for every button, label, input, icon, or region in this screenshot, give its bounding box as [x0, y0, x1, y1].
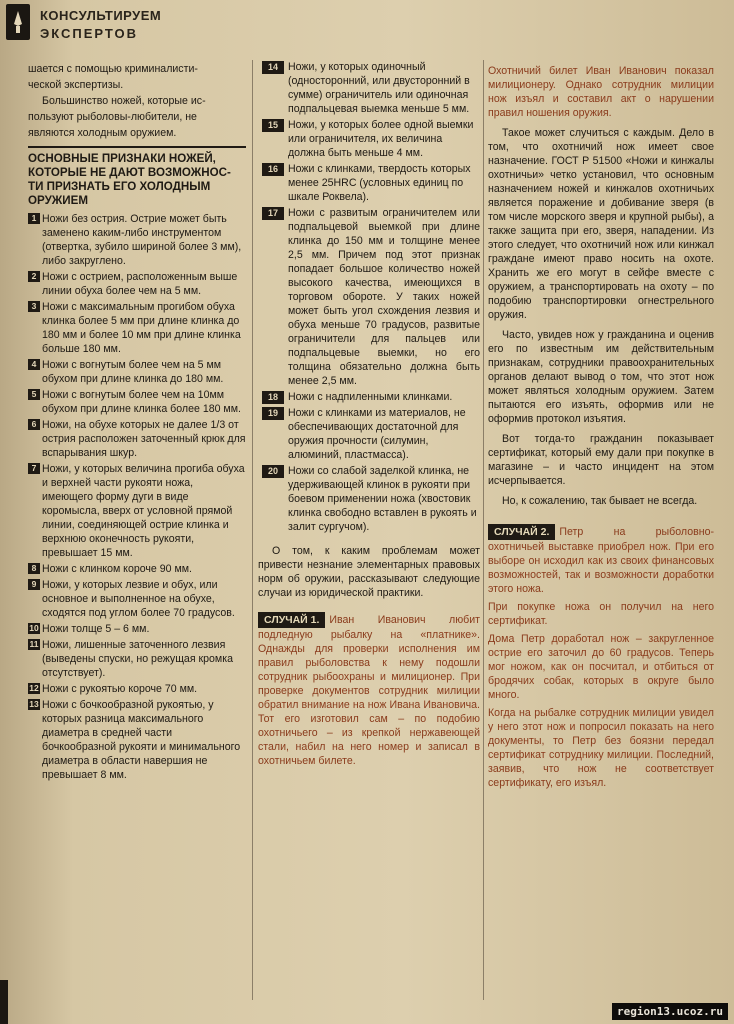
case-1-label: СЛУЧАЙ 1.: [258, 612, 325, 628]
item-number: 2: [28, 271, 40, 282]
paragraph: Такое может случиться с каждым. Дело в том, что охотничий нож имеет свое назначение. ГОСТ Р 51500 «Ножи и кинжалы охотничьи» четко установил, что основным назначением ножей и кинжалов охотничьих является поражение и добивание зверя (в том числе морского зверя и крупной рыбы), а также защита при его, зверя, нападении. Из этого следует, что охотничий нож или кинжал граждане имеют право носить на охоте. Хранить же его могут в сейфе вместе с оружием, а транспортировать на охоту – по подобию транспортировки огнестрельного оружия.: [488, 127, 714, 321]
list-item: [258, 390, 480, 404]
heading-line: ТИ ПРИЗНАТЬ ЕГО ХОЛОДНЫМ: [28, 180, 211, 193]
case-2-paragraph: Дома Петр доработал нож – закругленное острие его заточил до 60 градусов. Теперь мог ножом, как он посчитал, и отбиться от бродячих собак, которых в округе было много.: [488, 633, 714, 701]
item-text: Ножи, лишенные заточенного лезвия (выведены спуски, но режущая кромка отсутствует).: [42, 639, 233, 679]
item-number: 10: [29, 623, 39, 633]
list-item: [28, 212, 246, 268]
item-number: 15: [262, 119, 284, 132]
item-text: Ножи толще 5 – 6 мм.: [42, 623, 150, 635]
item-text: Ножи, на обухе которых не далее 1/3 от острия расположен заточенный крюк для вспарывания шкур.: [42, 419, 246, 459]
case-1-continuation: Охотничий билет Иван Иванович показал милиционеру. Однако сотрудник милиции нож изъял и составил акт о нарушении правил ношения оружия.: [488, 65, 714, 119]
column-2: [258, 60, 480, 770]
item-number: 7: [28, 463, 40, 474]
item-number: 13: [29, 699, 39, 709]
column-divider: [252, 60, 253, 1000]
item-number: 8: [28, 563, 40, 574]
section-header: [6, 4, 186, 44]
list-item: [28, 300, 246, 356]
list-item: [28, 622, 246, 636]
case-2-paragraph: При покупке ножа он получил на него сертификат.: [488, 601, 714, 627]
list-item: [258, 464, 480, 534]
column-3: [488, 64, 714, 792]
list-item: [258, 118, 480, 160]
item-number: 11: [29, 639, 39, 649]
item-text: Ножи со слабой заделкой клинка, не удерживающей клинок в рукояти при боевом применении ножа (хвостовик клинка свободно вставлен в рукоять и залит сургучом).: [288, 465, 477, 533]
column-divider: [483, 60, 484, 1000]
section-heading: [28, 152, 246, 208]
heading-line: ОСНОВНЫЕ ПРИЗНАКИ НОЖЕЙ,: [28, 152, 216, 165]
heading-line: КОТОРЫЕ НЕ ДАЮТ ВОЗМОЖНОС-: [28, 166, 231, 179]
intro-line: Большинство ножей, которые ис-: [42, 95, 206, 107]
header-title-line1: КОНСУЛЬТИРУЕМ: [40, 8, 162, 23]
item-text: Ножи с клинками из материалов, не обеспечивающих достаточной для оружия прочности (силумин, алюминий, пластмасса).: [288, 407, 466, 461]
item-number: 4: [28, 359, 40, 370]
item-text: Ножи с надпиленными клинками.: [288, 391, 453, 403]
intro-line: являются холодным оружием.: [28, 127, 177, 139]
item-text: Ножи с вогнутым более чем на 10мм обухом при длине клинка более 180 мм.: [42, 389, 241, 415]
list-item: [258, 406, 480, 462]
list-item: [28, 638, 246, 680]
case-2-text: Петр на рыболовно-охотничьей выставке приобрел нож. При его выборе он исходил как из своих финансовых возможностей, так и возможности доработки этого ножа.: [488, 526, 714, 595]
item-text: Ножи без острия. Острие может быть заменено каким-либо инструментом (отвертка, зубило шириной более 3 мм), либо закруглено.: [42, 213, 242, 267]
watermark-label: region13.ucoz.ru: [612, 1003, 728, 1020]
item-text: Ножи с клинком короче 90 мм.: [42, 563, 192, 575]
header-title-line2: ЭКСПЕРТОВ: [40, 26, 139, 41]
intro-line: шается с помощью криминалисти-: [28, 63, 198, 75]
list-item: [28, 358, 246, 386]
item-text: Ножи с развитым ограничителем или подпальцевой выемкой при длине клинка до 150 мм и толщине менее 2,5 мм. Причем под этот признак попадает большое количество ножей высокого качества, имеющихся в торговом обороте. У таких ножей может быть угол схождения лезвия и обуха меньше 70 градусов, развитые ограничители для пальцев или подпальцевые выемки, но его толщина обязательно должна быть менее 2,5 мм.: [288, 207, 480, 387]
column-1: [28, 62, 246, 784]
list-item: [28, 388, 246, 416]
item-text: Ножи с вогнутым более чем на 5 мм обухом при длине клинка до 180 мм.: [42, 359, 224, 385]
list-item: [28, 698, 246, 782]
case-2-paragraph: Когда на рыбалке сотрудник милиции увидел у него этот нож и попросил показать на него документы, то Петр без боязни передал сертификат сотруднику милиции. Последний, заявив, что нож не соответствует сертификату, его изъял.: [488, 707, 714, 789]
item-text: Ножи с острием, расположенным выше линии обуха более чем на 5 мм.: [42, 271, 238, 297]
list-item: [28, 682, 246, 696]
list-item: [258, 162, 480, 204]
item-text: Ножи, у которых более одной выемки или ограничителя, их величина должна быть меньше 4 мм.: [288, 119, 474, 159]
heading-rule: [28, 146, 246, 148]
item-text: Ножи с клинками, твердость которых менее 25HRC (условных единиц по шкале Роквела).: [288, 163, 471, 203]
list-item: [28, 562, 246, 576]
item-text: Ножи, у которых величина прогиба обуха и верхней части рукояти ножа, имеющего форму дуги в виде коромысла, вверх от условной прямой линии, соединяющей острие клинка и верхнюю оконечность рукояти, превышает 15 мм.: [42, 463, 245, 559]
paragraph: Но, к сожалению, так бывает не всегда.: [502, 495, 698, 507]
case-1-text: Иван Иванович любит подледную рыбалку на «платнике». Однажды для проверки исполнения им правил рыболовства к нему подошли сотрудник рыбоохраны и милиционер. При проверке документов сотрудник милиции обратил внимание на нож Ивана Ивановича. Тот его изготовил сам – по подобию охотничьего – из крепкой нержавеющей стали, набил на него номер и записал в охотничьем билете.: [258, 614, 480, 767]
item-number: 19: [262, 407, 284, 420]
item-number: 20: [262, 465, 284, 478]
paragraph: Часто, увидев нож у гражданина и оценив его по известным им действительным признакам, сотрудники правоохранительных органов делают вывод о том, что этот нож может являться холодным оружием. Затем пытаются его изъять, оформив или не оформив протокол изъятия.: [488, 329, 714, 425]
outro-paragraph: О том, к каким проблемам может привести незнание элементарных правовых норм об оружии, рассказывают следующие случаи из юридической практики.: [258, 545, 480, 599]
item-text: Ножи с максимальным прогибом обуха клинка более 5 мм при длине клинка до 180 мм и более 10 мм при длине клинка больше 180 мм.: [42, 301, 241, 355]
item-text: Ножи с бочкообразной рукоятью, у которых разница максимального диаметра в средней части бочкообразной рукояти и минимального диаметра в области навершия не превышает 8 мм.: [42, 699, 241, 781]
list-item: [28, 578, 246, 620]
list-item: [28, 418, 246, 460]
intro-line: пользуют рыболовы-любители, не: [28, 111, 197, 123]
item-number: 18: [262, 391, 284, 404]
item-number: 1: [28, 213, 40, 224]
item-number: 3: [28, 301, 40, 312]
case-2-paragraph: [488, 524, 714, 596]
case-1-paragraph: [258, 612, 480, 768]
item-number: 5: [28, 389, 40, 400]
item-text: Ножи с рукоятью короче 70 мм.: [42, 683, 198, 695]
intro-line: ческой экспертизы.: [28, 79, 124, 91]
item-number: 9: [28, 579, 40, 590]
page-edge-bar: [0, 980, 8, 1024]
case-2-label: СЛУЧАЙ 2.: [488, 524, 555, 540]
item-text: Ножи, у которых лезвие и обух, или основное и выполненное на обухе, сходятся под углом более 70 градусов.: [42, 579, 235, 619]
item-text: Ножи, у которых одиночный (односторонний, или двусторонний в сумме) ограничитель или одиночная подпальцевая выемка меньше 5 мм.: [288, 61, 470, 115]
paragraph: Вот тогда-то гражданин показывает сертификат, который ему дали при покупке в магазине – и часто инцидент на этом исчерпывается.: [488, 433, 714, 487]
list-item: [258, 60, 480, 116]
item-number: 14: [262, 61, 284, 74]
item-number: 16: [262, 163, 284, 176]
list-item: [28, 462, 246, 560]
knife-logo-icon: [6, 4, 30, 40]
list-item: [258, 206, 480, 388]
item-number: 12: [29, 683, 39, 693]
item-number: 17: [262, 207, 284, 220]
item-number: 6: [28, 419, 40, 430]
heading-line: ОРУЖИЕМ: [28, 194, 89, 207]
list-item: [28, 270, 246, 298]
